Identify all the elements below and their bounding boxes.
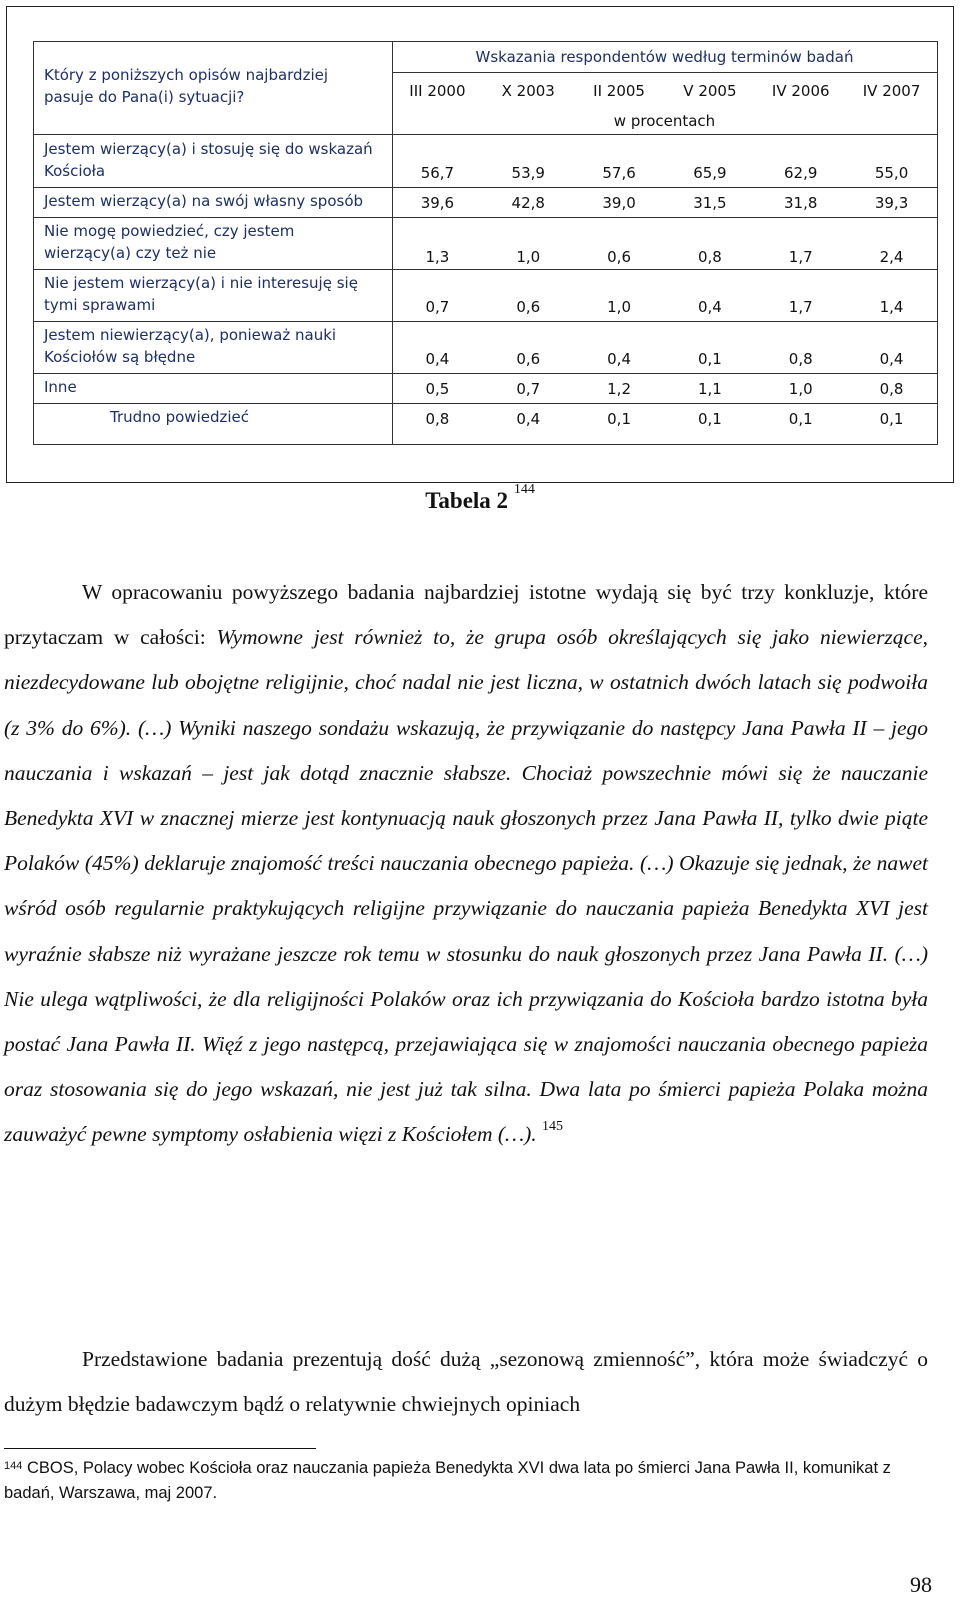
table-cell: 0,1	[697, 350, 722, 368]
table-caption: Tabela 2 $^{144}$	[425, 482, 535, 513]
column-header: III 2000	[409, 82, 466, 100]
row-label-line: Trudno powiedzieć	[110, 408, 250, 426]
table-cell: 31,8	[784, 194, 818, 212]
table-cell: 1,0	[788, 380, 813, 398]
row-label-line: tymi sprawami	[44, 296, 156, 314]
question-line: pasuje do Pana(i) sytuacji?	[44, 88, 245, 106]
row-label	[44, 138, 373, 182]
column-header: II 2005	[593, 82, 645, 100]
table-cell: 0,4	[879, 350, 904, 368]
table-rule	[34, 217, 937, 218]
table-cell: 39,0	[602, 194, 636, 212]
table-rule	[34, 403, 937, 404]
footnote-rule	[4, 1448, 316, 1449]
row-label	[44, 190, 363, 212]
table-cell: 0,7	[425, 298, 450, 316]
table-cell: 0,6	[607, 248, 631, 266]
row-label	[110, 406, 249, 428]
table-row	[392, 410, 937, 428]
table-cell: 53,9	[511, 164, 545, 182]
table-cell: 42,8	[511, 194, 545, 212]
table-row	[392, 164, 937, 182]
table-cell: 1,4	[879, 298, 904, 316]
table-cell: 1,7	[788, 298, 813, 316]
table-cell: 0,4	[516, 410, 541, 428]
table-rule	[392, 72, 937, 73]
table-cell: 0,8	[879, 380, 904, 398]
table-cell: 0,1	[607, 410, 631, 428]
table-cell: 0,5	[425, 380, 450, 398]
table-cell: 0,4	[697, 298, 722, 316]
paragraph-conclusion: Przedstawione badania prezentują dość dużą „sezonową zmienność”, która może świadczyć o dużym błędzie badawczym bądź o relatywnie chwiejnych opiniach	[4, 1347, 928, 1417]
table-row	[392, 298, 937, 316]
row-label	[44, 376, 77, 398]
row-label-line: Jestem niewierzący(a), ponieważ nauki	[44, 326, 337, 344]
table-row	[392, 194, 937, 212]
row-label-line: Kościołów są błędne	[44, 348, 196, 366]
survey-table	[33, 41, 938, 445]
footnote-ref: 144	[513, 482, 535, 497]
column-header: X 2003	[501, 82, 555, 100]
row-label-line: Inne	[44, 378, 77, 396]
table-row	[392, 380, 937, 398]
table-cell: 0,4	[607, 350, 631, 368]
table-cell: 2,4	[879, 248, 904, 266]
table-cell: 65,9	[693, 164, 727, 182]
table-cell: 1,0	[516, 248, 541, 266]
table-cell: 39,6	[420, 194, 455, 212]
header-title: Wskazania respondentów według terminów badań	[475, 48, 854, 66]
row-label	[44, 324, 336, 368]
table-cell: 55,0	[874, 164, 909, 182]
table-rule	[34, 373, 937, 374]
table-cell: 0,8	[425, 410, 450, 428]
question-cell	[44, 64, 328, 108]
footnote-ref: 145	[542, 1119, 564, 1135]
table-rule	[34, 187, 937, 188]
table-cell: 31,5	[693, 194, 727, 212]
row-label-line: Jestem wierzący(a) i stosuję się do wskazań	[44, 140, 373, 158]
row-label	[44, 220, 294, 264]
table-rule	[34, 269, 937, 270]
column-header: IV 2006	[771, 82, 830, 100]
table-cell: 39,3	[874, 194, 909, 212]
table-cell: 57,6	[602, 164, 636, 182]
row-label-line: Nie jestem wierzący(a) i nie interesuję się	[44, 274, 358, 292]
table-cell: 0,6	[516, 298, 541, 316]
question-line: Który z poniższych opisów najbardziej	[44, 66, 329, 84]
column-header: IV 2007	[862, 82, 921, 100]
table-cell: 0,8	[788, 350, 813, 368]
footnote	[4, 1456, 914, 1506]
paragraph-quote	[4, 570, 928, 1158]
table-cell: 0,1	[697, 410, 722, 428]
row-label-line: Jestem wierzący(a) na swój własny sposób	[44, 192, 364, 210]
header-columns	[392, 82, 937, 100]
column-header: V 2005	[683, 82, 737, 100]
table-cell: 0,1	[788, 410, 813, 428]
quote-text: Wymowne jest również to, że grupa osób określających się jako niewierzące, niezdecydowane lub obojętne religijnie, choć nadal nie jest liczna, w ostatnich dwóch latach się podwoiła (z 3% do 6%). (…) Wyniki naszego sondażu wskazują, że przywiązanie do następcy Jana Pawła II – jego nauczania i wskazań – jest jak dotąd znacznie słabsze. Chociaż powszechnie mówi się że nauczanie Benedykta XVI w znacznej mierze jest kontynuacją nauk głoszonych przez Jana Pawła II, tylko dwie piąte Polaków (45%) deklaruje znajomość treści nauczania obecnego papieża. (…) Okazuje się jednak, że nawet wśród osób regularnie praktykujących religijne przywiązanie do nauczania papieża Benedykta XVI jest wyraźnie słabsze niż wyrażane jeszcze rok temu w stosunku do nauk głoszonych przez Jana Pawła II. (…) Nie ulega wątpliwości, że dla religijności Polaków oraz ich przywiązania do Kościoła bardzo istotna była postać Jana Pawła II. Więź z jego następcą, przejawiająca się w znajomości nauczania obecnego papieża oraz stosowania się do jego wskazań, nie jest już tak silna. Dwa lata po śmierci papieża Polaka można zauważyć pewne symptomy osłabienia więzi z Kościołem (…).	[4, 625, 929, 1147]
table-row	[392, 248, 937, 266]
table-cell: 0,4	[425, 350, 450, 368]
table-rule	[34, 134, 937, 135]
table-row	[392, 350, 937, 368]
row-label-line: wierzący(a) czy też nie	[44, 244, 217, 262]
page-number: 98	[910, 1572, 932, 1597]
table-cell: 1,3	[425, 248, 450, 266]
table-cell: 0,8	[697, 248, 722, 266]
row-label-line: Kościoła	[44, 162, 106, 180]
table-cell: 1,0	[607, 298, 631, 316]
footnote-text: CBOS, Polacy wobec Kościoła oraz nauczania papieża Benedykta XVI dwa lata po śmierci Jana Pawła II, komunikat z badań, Warszawa, maj 2007.	[4, 1459, 891, 1502]
table-cell: 56,7	[420, 164, 455, 182]
table-cell: 62,9	[784, 164, 818, 182]
table-cell: 0,1	[879, 410, 904, 428]
table-cell: 1,1	[697, 380, 722, 398]
unit-label: w procentach	[613, 112, 716, 130]
row-label	[44, 272, 358, 316]
paragraph-intro: W opracowaniu powyższego badania najbardziej istotne wydają się być trzy konkluzje, które przytaczam w całości:	[4, 580, 928, 650]
row-label-line: Nie mogę powiedzieć, czy jestem	[44, 222, 295, 240]
table-rule	[34, 321, 937, 322]
footnote-number: 144	[4, 1460, 23, 1472]
table-cell: 0,7	[516, 380, 541, 398]
table-cell: 1,2	[607, 380, 631, 398]
table-cell: 0,6	[516, 350, 541, 368]
figure-frame	[6, 6, 954, 483]
table-cell: 1,7	[788, 248, 813, 266]
